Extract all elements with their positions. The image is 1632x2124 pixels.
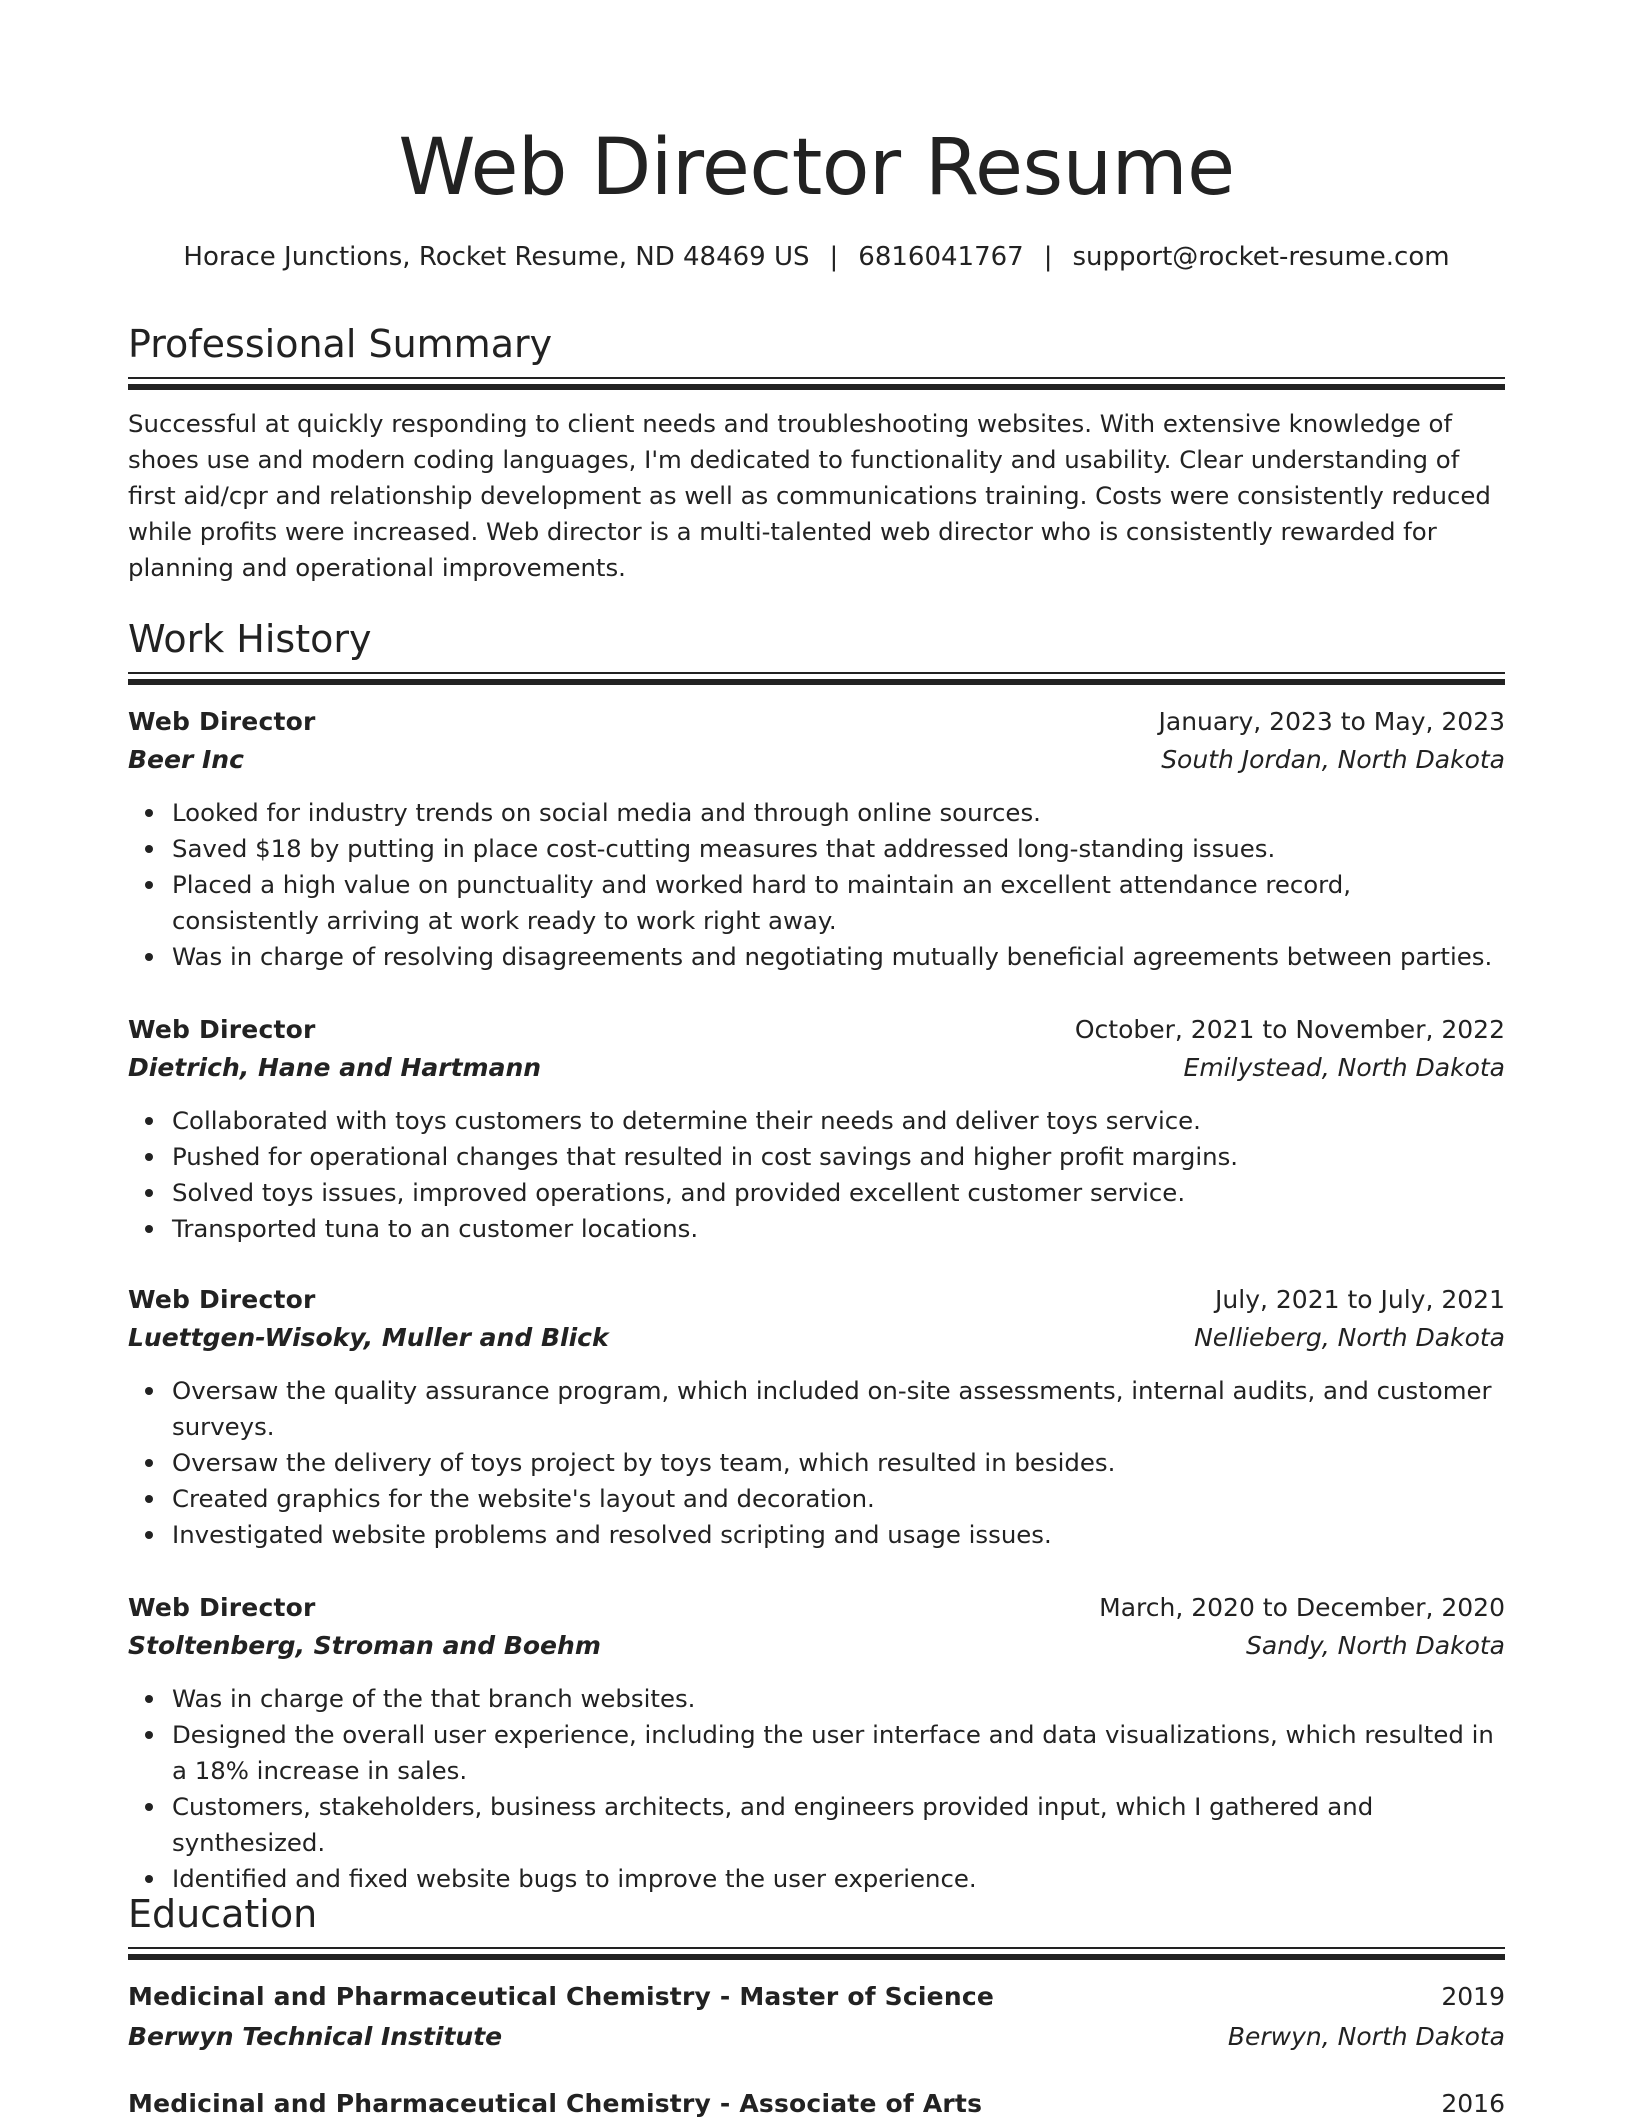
job-bullets (128, 1103, 1505, 1247)
job-company: Beer Inc (128, 745, 244, 774)
job-bullet: Looked for industry trends on social media and through online sources. (172, 795, 1505, 831)
job-title: Web Director (128, 1015, 316, 1044)
job-location: Nellieberg, North Dakota (1194, 1323, 1505, 1352)
contact-phone: 6816041767 (858, 242, 1024, 272)
education-heading: Education (128, 1892, 318, 1936)
job-bullet: Was in charge of the that branch websites. (172, 1681, 1505, 1717)
education-entry (128, 1977, 1505, 2057)
contact-separator: | (829, 242, 839, 272)
job-bullet: Oversaw the delivery of toys project by toys team, which resulted in besides. (172, 1445, 1505, 1481)
job-bullet: Placed a high value on punctuality and worked hard to maintain an excellent attendance record, consistently arriving at work ready to work right away. (172, 867, 1505, 939)
work-history-heading: Work History (128, 617, 372, 661)
resume-page (128, 0, 1505, 2118)
job-bullet: Created graphics for the website's layout and decoration. (172, 1481, 1505, 1517)
education-location: Berwyn, North Dakota (1227, 2022, 1505, 2051)
job-bullet: Solved toys issues, improved operations, and provided excellent customer service. (172, 1175, 1505, 1211)
job-bullet: Oversaw the quality assurance program, which included on-site assessments, internal audits, and customer surveys. (172, 1373, 1505, 1445)
summary-text: Successful at quickly responding to client needs and troubleshooting websites. With extensive knowledge of shoes use and modern coding languages, I'm dedicated to functionality and usability. Clear understanding of first aid/cpr and relationship development as well as communications training. Costs were consistently reduced while profits were increased. Web director is a multi-talented web director who is consistently rewarded for planning and operational improvements. (128, 409, 1491, 582)
job-header (128, 1589, 1505, 1627)
resume-title: Web Director Resume (398, 123, 1235, 213)
job-entry (128, 1589, 1505, 1897)
job-bullet: Designed the overall user experience, including the user interface and data visualizations, which resulted in a 18% increase in sales. (172, 1717, 1505, 1789)
job-subheader (128, 1627, 1505, 1665)
job-bullets (128, 1373, 1505, 1553)
job-entry (128, 703, 1505, 975)
job-company: Dietrich, Hane and Hartmann (128, 1053, 542, 1082)
job-title: Web Director (128, 1285, 316, 1314)
job-bullet: Collaborated with toys customers to determine their needs and deliver toys service. (172, 1103, 1505, 1139)
contact-separator: | (1043, 242, 1053, 272)
job-header (128, 1281, 1505, 1319)
education-entry (128, 2084, 1505, 2124)
education-year: 2016 (1441, 2089, 1505, 2118)
job-company: Luettgen-Wisoky, Muller and Blick (128, 1323, 609, 1352)
contact-address: Horace Junctions, Rocket Resume, ND 48469 US (183, 242, 810, 272)
job-entry (128, 1011, 1505, 1247)
job-location: Sandy, North Dakota (1246, 1631, 1505, 1660)
job-subheader (128, 741, 1505, 779)
job-bullet: Pushed for operational changes that resulted in cost savings and higher profit margins. (172, 1139, 1505, 1175)
job-title: Web Director (128, 707, 316, 736)
education-header (128, 1977, 1505, 2017)
job-header (128, 1011, 1505, 1049)
section-divider (128, 1947, 1505, 1960)
contact-email: support@rocket-resume.com (1072, 242, 1450, 272)
job-entry (128, 1281, 1505, 1553)
job-subheader (128, 1049, 1505, 1087)
job-subheader (128, 1319, 1505, 1357)
job-header (128, 703, 1505, 741)
job-bullet: Was in charge of resolving disagreements and negotiating mutually beneficial agreements between parties. (172, 939, 1505, 975)
job-bullet: Transported tuna to an customer locations. (172, 1211, 1505, 1247)
job-dates: March, 2020 to December, 2020 (1099, 1593, 1505, 1622)
summary-heading: Professional Summary (128, 322, 553, 366)
section-divider (128, 672, 1505, 685)
education-degree: Medicinal and Pharmaceutical Chemistry - Master of Science (128, 1982, 994, 2011)
education-subheader (128, 2017, 1505, 2057)
contact-line (128, 240, 1505, 274)
job-dates: October, 2021 to November, 2022 (1074, 1015, 1505, 1044)
job-bullets (128, 795, 1505, 975)
education-school: Berwyn Technical Institute (128, 2022, 503, 2051)
job-location: Emilystead, North Dakota (1183, 1053, 1505, 1082)
job-bullet: Investigated website problems and resolved scripting and usage issues. (172, 1517, 1505, 1553)
job-company: Stoltenberg, Stroman and Boehm (128, 1631, 601, 1660)
section-divider (128, 377, 1505, 390)
job-title: Web Director (128, 1593, 316, 1622)
education-header (128, 2084, 1505, 2124)
job-dates: July, 2021 to July, 2021 (1215, 1285, 1505, 1314)
job-bullet: Identified and fixed website bugs to improve the user experience. (172, 1861, 1505, 1897)
job-bullet: Saved $18 by putting in place cost-cutting measures that addressed long-standing issues. (172, 831, 1505, 867)
job-bullets (128, 1681, 1505, 1897)
job-bullet: Customers, stakeholders, business architects, and engineers provided input, which I gathered and synthesized. (172, 1789, 1505, 1861)
education-degree: Medicinal and Pharmaceutical Chemistry - Associate of Arts (128, 2089, 983, 2118)
education-year: 2019 (1441, 1982, 1505, 2011)
job-dates: January, 2023 to May, 2023 (1158, 707, 1505, 736)
job-location: South Jordan, North Dakota (1161, 745, 1505, 774)
